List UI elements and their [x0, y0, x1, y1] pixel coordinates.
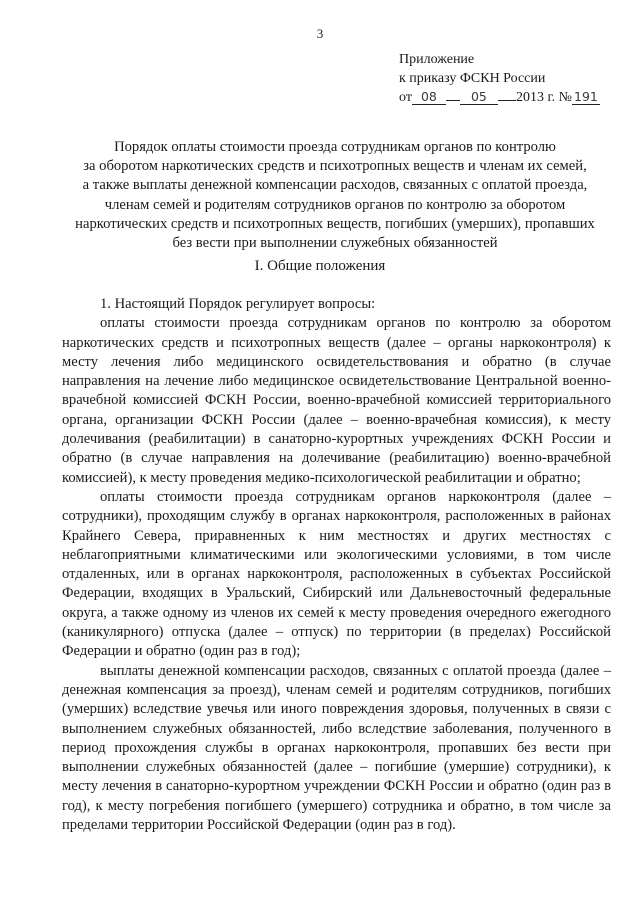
paragraph: оплаты стоимости проезда сотрудникам органов по контролю за оборотом наркотических средств и психотропных веществ (далее – органы наркоконтроля) к месту лечения либо медицинского освидетельствования и обратно (в случае направления на лечение либо медицинское освидетельствование Центральной военно-врачебной комиссией ФСКН России, военно-врачебной комиссией территориального органа, организации ФСКН России (далее – военно-врачебная комиссия), к месту долечивания (реабилитации) в санаторно-курортных учреждениях ФСКН России и обратно (в случае направления на долечивание (реабилитацию) военно-врачебной комиссией), к месту проведения медико-психологической реабилитации и обратно;	[62, 315, 611, 486]
date-month: 05	[460, 90, 498, 105]
title-line: членам семей и родителям сотрудников органов по контролю за оборотом	[104, 196, 566, 213]
title-line: Порядок оплаты стоимости проезда сотрудникам органов по контролю	[114, 139, 556, 155]
section-heading: I. Общие положения	[254, 258, 386, 274]
appendix-block	[399, 50, 599, 107]
appendix-date-line	[399, 88, 599, 107]
document-body	[62, 295, 611, 835]
paragraph: оплаты стоимости проезда сотрудникам органов наркоконтроля (далее – сотрудники), проходящим службу в органах наркоконтроля, расположенных в районах Крайнего Севера, приравненных к ним местностях и других местностях с неблагоприятными климатическими или экологическими условиями, в том числе отдаленных, или в органах наркоконтроля, расположенных в субъектах Российской Федерации, входящих в Уральский, Сибирский или Дальневосточный федеральные округа, а также одному из членов их семей к месту проведения очередного ежегодного (каникулярного) отпуска (далее – отпуск) по территории (в пределах) Российской Федерации и обратно (один раз в год);	[62, 488, 611, 660]
appendix-label: Приложение	[399, 52, 475, 67]
date-prefix: от	[399, 90, 412, 105]
paragraph: выплаты денежной компенсации расходов, связанных с оплатой проезда (далее – денежная компенсация за проезд), членам семей и родителям сотрудников, погибших (умерших) вследствие увечья или иного повреждения здоровья, полученных в связи с выполнением служебных обязанностей, либо вследствие заболевания, полученного в период прохождения службы в органах наркоконтроля, пропавших без вести при выполнении служебных обязанностей (далее – погибшие (умершие) сотрудники), к месту лечения в санаторно-курортном учреждении ФСКН России и обратно (один раз в год), к месту погребения погибшего (умершего) сотрудника и обратно, в том числе за пределами территории Российской Федерации (один раз в год).	[62, 662, 611, 834]
order-number: 191	[572, 90, 600, 105]
title-line: а также выплаты денежной компенсации расходов, связанных с оплатой проезда,	[82, 177, 588, 194]
document-title	[62, 138, 608, 253]
paragraph: 1. Настоящий Порядок регулирует вопросы:	[100, 296, 376, 312]
title-line: за оборотом наркотических средств и психотропных веществ и членам их семей,	[83, 158, 587, 175]
title-line: наркотических средств и психотропных веществ, погибших (умерших), пропавших	[75, 215, 595, 232]
page-number: 3	[316, 26, 324, 41]
date-year-number-label: 2013 г. №	[515, 90, 572, 105]
title-line: без вести при выполнении служебных обязанностей	[172, 235, 498, 252]
date-day: 08	[412, 90, 446, 105]
appendix-order-ref: к приказу ФСКН России	[399, 71, 546, 86]
